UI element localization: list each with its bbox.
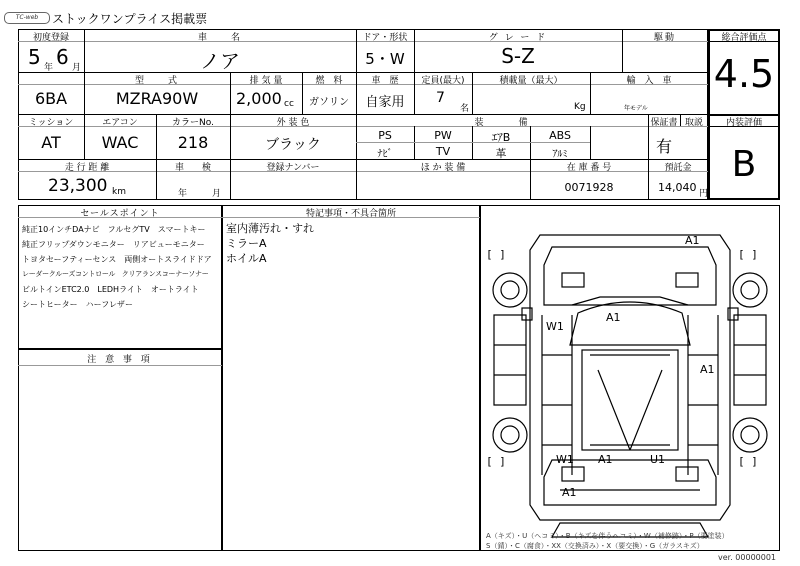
reg-month-unit: 月 [72,63,82,73]
overall-score: 4.5 [713,52,775,96]
overall-score-label: 総合評価点 [721,33,767,43]
notes-list [226,221,314,266]
sales-point-2: 純正フリップダウンモニター リアビューモニター [22,240,205,249]
manual-label: 取説 [684,118,703,128]
sales-point-1: 純正10インチDAナビ フルセグTV スマートキー [22,225,206,234]
note-2: ミラーA [226,237,267,250]
car-name-label: 車 名 [197,33,242,43]
damage-w1-left: W1 [546,320,564,333]
reg-month: 6 [56,45,69,69]
equip-airbag: ｴｱB [491,131,511,144]
import-year-label: 年モデル [624,105,648,112]
color-no: 218 [177,133,209,152]
other-equipment-label: ほ か 装 備 [420,163,466,173]
inspection-year: 年 [178,189,188,199]
mileage-unit: km [112,187,126,197]
sales-point-5: ビルトインETC2.0 LEDHライト オートライト [22,285,199,294]
note-3: ホイルA [226,252,267,265]
damage-a1-front: A1 [685,234,700,247]
equip-pw: PW [434,129,452,142]
aircon: WAC [101,133,139,152]
reg-year: 5 [28,45,41,69]
fuel-label: 燃 料 [315,76,343,86]
inspection-month: 月 [212,189,222,199]
model-code: MZRA90W [115,89,199,108]
grade-label: グ レ ー ド [488,33,548,43]
damage-a1-bumper: A1 [562,486,577,499]
stock-number-label: 在 庫 番 号 [566,163,612,173]
exterior-color: ブラック [265,137,321,153]
caution-label: 注 意 事 項 [87,355,153,365]
color-no-label: カラーNo. [172,118,214,128]
inspection-label: 車 検 [174,163,211,173]
sales-point-6: シートヒーター ハーフレザー [22,300,133,309]
page-title: ストックワンプライス掲載票 [52,12,208,26]
version-label: ver. 00000001 [718,553,777,562]
damage-a1-rear: A1 [598,453,613,466]
history: 自家用 [365,95,405,110]
note-1: 室内薄汚れ・すれ [226,222,314,235]
equip-tv: TV [435,145,451,158]
sales-point-3: トヨタセーフティーセンス 両側オートスライドドア [22,255,212,264]
reg-number-label: 登録ナンバー [266,163,320,173]
import-label: 輸 入 車 [626,76,672,86]
door-label: ドア・形状 [362,33,408,43]
sales-points-list [22,222,220,312]
damage-legend-2: S（錆）・C（腐食）・XX（交換済み）・X（要交換）・G（ガラスキズ） [486,542,704,550]
mission: AT [41,133,61,152]
damage-a1-hood: A1 [606,311,621,324]
displacement-label: 排 気 量 [249,76,283,86]
warranty-label: 保証書 [650,118,678,128]
sales-points-label: セールスポイント [80,209,160,219]
price-unit: 円 [699,189,709,199]
equip-ps: PS [378,129,392,142]
warranty: 有 [655,137,672,156]
first-reg-label: 初度登録 [32,33,69,43]
car-damage-diagram [480,205,780,551]
price: 14,040 [658,181,697,194]
equip-abs: ABS [549,129,571,142]
car-name: ノア [200,49,240,73]
capacity: 7 [436,90,445,106]
displacement: 2,000 [236,89,282,108]
model-prefix: 6BA [34,89,68,108]
displacement-unit: cc [284,99,294,109]
interior-score: B [731,144,757,185]
mileage-label: 走 行 距 離 [64,163,110,173]
exterior-label: 外 装 色 [276,118,310,128]
door-shape: 5・W [365,50,405,68]
equipment-label: 装 備 [474,118,530,128]
mission-label: ミッション [28,118,74,128]
bracket-rear-left: [ ] [486,455,506,468]
reg-year-unit: 年 [44,63,54,73]
damage-w1-rear: W1 [556,453,574,466]
model-label: 型 式 [134,76,179,86]
history-label: 車 歴 [371,76,399,86]
fuel: ガソリン [309,97,349,108]
notes-label: 特記事項・不具合箇所 [305,209,396,219]
equip-navi: ﾅﾋﾞ [377,149,393,160]
stock-number: 0071928 [564,181,614,194]
equip-leather: 革 [495,147,507,160]
caution-box [18,349,222,551]
bracket-rear-right: [ ] [738,455,758,468]
capacity-unit: 名 [460,104,470,114]
price-label: 預託金 [664,163,692,173]
sales-point-4: レーダークルーズコントロール クリアランスコーナーソナー [22,270,209,278]
bracket-front-right: [ ] [738,248,758,261]
load-label: 積載量（最大） [499,76,563,86]
interior-score-label: 内装評価 [725,118,762,128]
equip-alloy: ｱﾙﾐ [552,149,568,160]
capacity-label: 定員(最大) [421,76,465,86]
grade: S-Z [501,44,535,68]
damage-u1-rear: U1 [650,453,666,466]
damage-a1-side: A1 [700,363,715,376]
drive-label: 駆動 [653,33,676,43]
mileage: 23,300 [48,176,108,196]
aircon-label: エアコン [102,118,138,128]
load-unit: Kg [574,102,586,112]
logo: TC-web [4,12,50,24]
damage-legend-1: A（キズ）・U（ヘコミ）・B（キズを伴うヘコミ）・W（補修跡）・P（要塗装） [486,532,729,540]
bracket-front-left: [ ] [486,248,506,261]
